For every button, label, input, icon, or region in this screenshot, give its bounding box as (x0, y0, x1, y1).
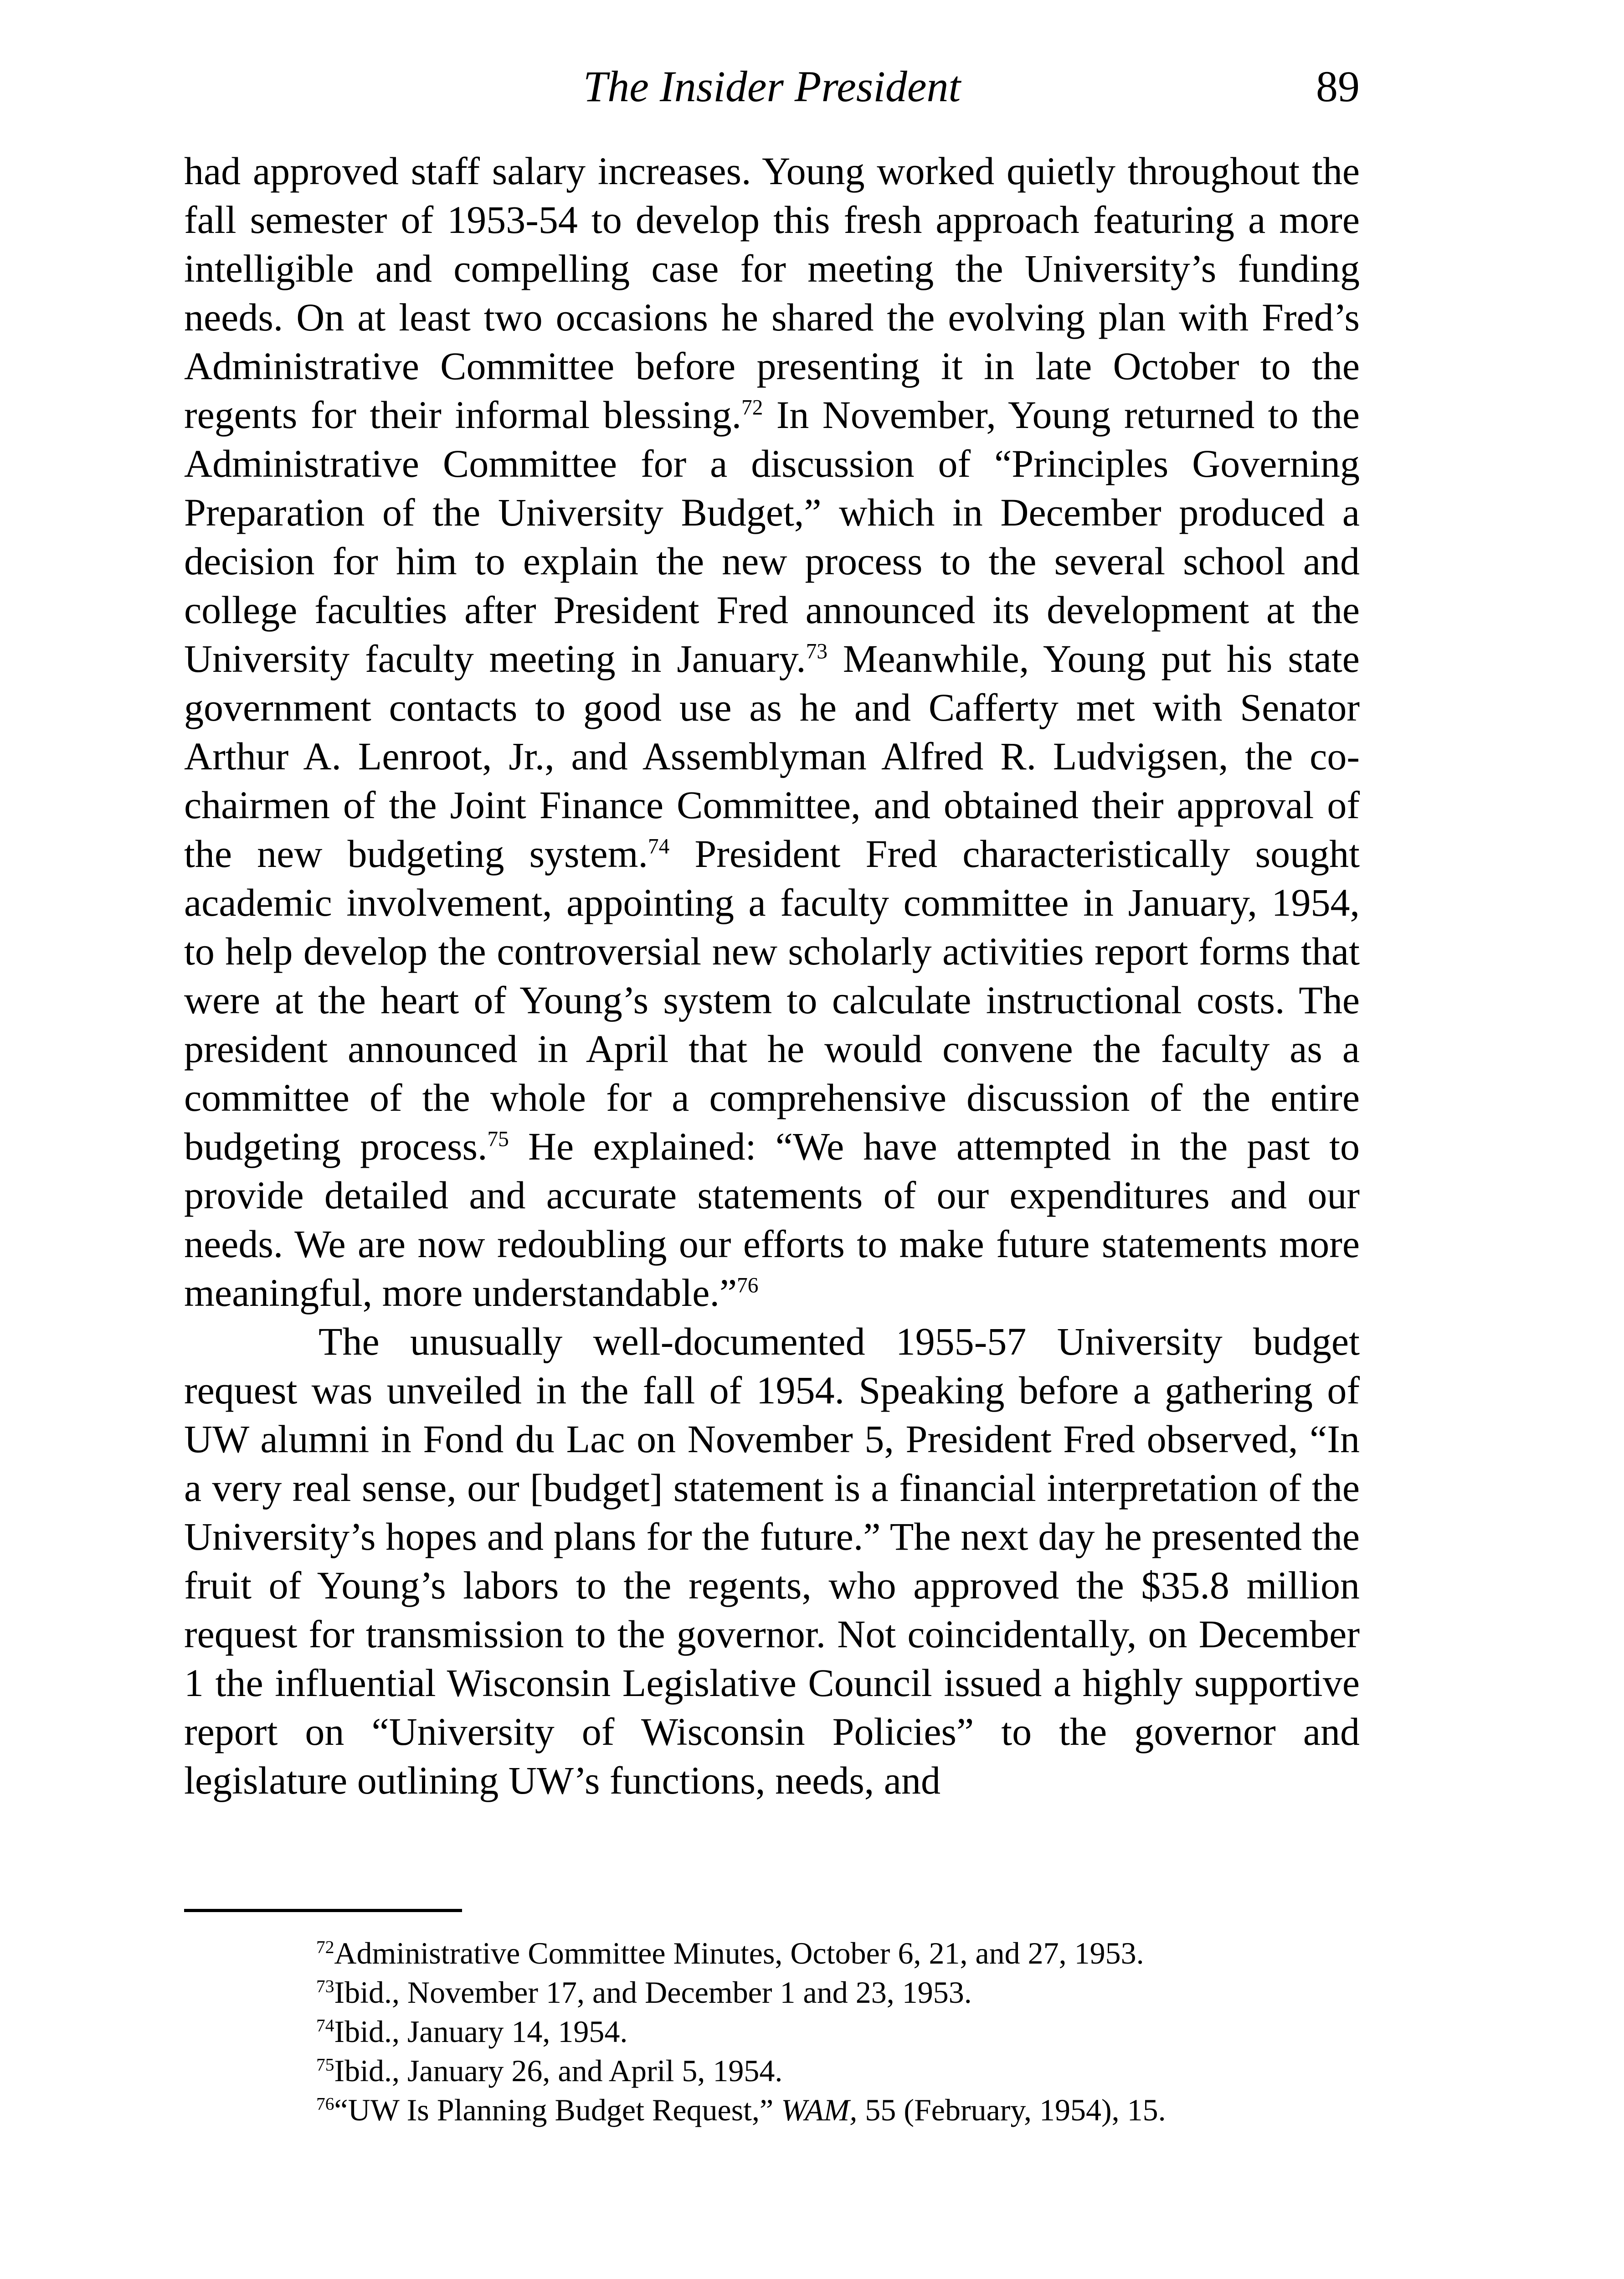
footnote-74 (316, 2012, 1364, 2051)
footnote-journal: WAM, (781, 2093, 858, 2127)
footnote-text: “UW Is Planning Budget Request,” (334, 2093, 781, 2127)
paragraph: The unusually well-documented 1955-57 University budget request was unveiled in the fall of 1954. Speaking before a gathering of UW alumni in Fond du Lac on November 5, President Fred observed, “In a very real sense, our [budget] statement is a financial interpretation of the University’s hopes and plans for the future.” The next day he presented the fruit of Young’s labors to the regents, who approved the $35.8 million request for transmission to the governor. Not coincidentally, on December 1 the influential Wisconsin Legislative Council issued a highly supportive report on “University of Wisconsin Policies” to the governor and legislature outlining UW’s functions, needs, and (184, 1320, 1360, 1802)
body-text (184, 147, 1360, 1805)
footnote-text: Ibid., January 14, 1954. (334, 2014, 628, 2049)
footnote-ref-74: 74 (648, 835, 670, 859)
footnote-number: 74 (316, 2015, 334, 2036)
footnote-ref-73: 73 (806, 639, 827, 664)
sentence-group: He explained: “We have attempted in the past to provide detailed and accurate statements of our expenditures and our needs. We are now redoubling our efforts to make future statements more meaningful, more understandable.” (184, 1124, 1360, 1315)
footnote-ref-76: 76 (737, 1274, 759, 1298)
footnote-number: 72 (316, 1937, 334, 1957)
footnote-text: 55 (February, 1954), 15. (857, 2093, 1166, 2127)
footnotes (316, 1934, 1364, 2129)
footnote-text: Ibid., November 17, and December 1 and 23, 1953. (334, 1975, 972, 2010)
footnote-number: 73 (316, 1976, 334, 1996)
footnote-text: Ibid., January 26, and April 5, 1954. (334, 2053, 783, 2088)
sentence-group: Meanwhile, Young put his state government contacts to good use as he and Cafferty met with Senator Arthur A. Lenroot, Jr., and Assemblyman Alfred R. Ludvigsen, the co-chairmen of the Joint Finance Committee, and obtained their approval of the new budgeting system. (184, 637, 1360, 876)
footnote-76 (316, 2090, 1364, 2129)
footnote-text: Administrative Committee Minutes, October 6, 21, and 27, 1953. (334, 1936, 1144, 1970)
page-number: 89 (1316, 62, 1360, 111)
footnote-75 (316, 2051, 1364, 2090)
footnote-73 (316, 1973, 1364, 2012)
sentence-group: had approved staff salary increases. Young worked quietly throughout the fall semester of 1953-54 to develop this fresh approach featuring a more intelligible and compelling case for meeting the University’s funding needs. On at least two occasions he shared the evolving plan with Fred’s Administrative Committee before presenting it in late October to the regents for their informal blessing. (184, 149, 1360, 437)
footnote-ref-75: 75 (487, 1127, 509, 1151)
paragraph (184, 147, 1360, 1317)
sentence-group: In November, Young returned to the Administrative Committee for a discussion of “Principles Governing Preparation of the University Budget,” which in December produced a decision for him to explain the new process to the several school and college faculties after President Fred announced its development at the University faculty meeting in January. (184, 393, 1360, 681)
footnote-number: 75 (316, 2054, 334, 2075)
sentence-group: President Fred characteristically sought academic involvement, appointing a faculty committee in January, 1954, to help develop the controversial new scholarly activities report forms that were at the heart of Young’s system to calculate instructional costs. The president announced in April that he would convene the faculty as a committee of the whole for a comprehensive discussion of the entire budgeting process. (184, 832, 1360, 1168)
footnote-72 (316, 1934, 1364, 1973)
footnote-ref-72: 72 (741, 396, 763, 420)
running-head (184, 55, 1360, 119)
footnote-number: 76 (316, 2093, 334, 2114)
running-title: The Insider President (583, 62, 961, 111)
footnote-divider (184, 1909, 462, 1912)
